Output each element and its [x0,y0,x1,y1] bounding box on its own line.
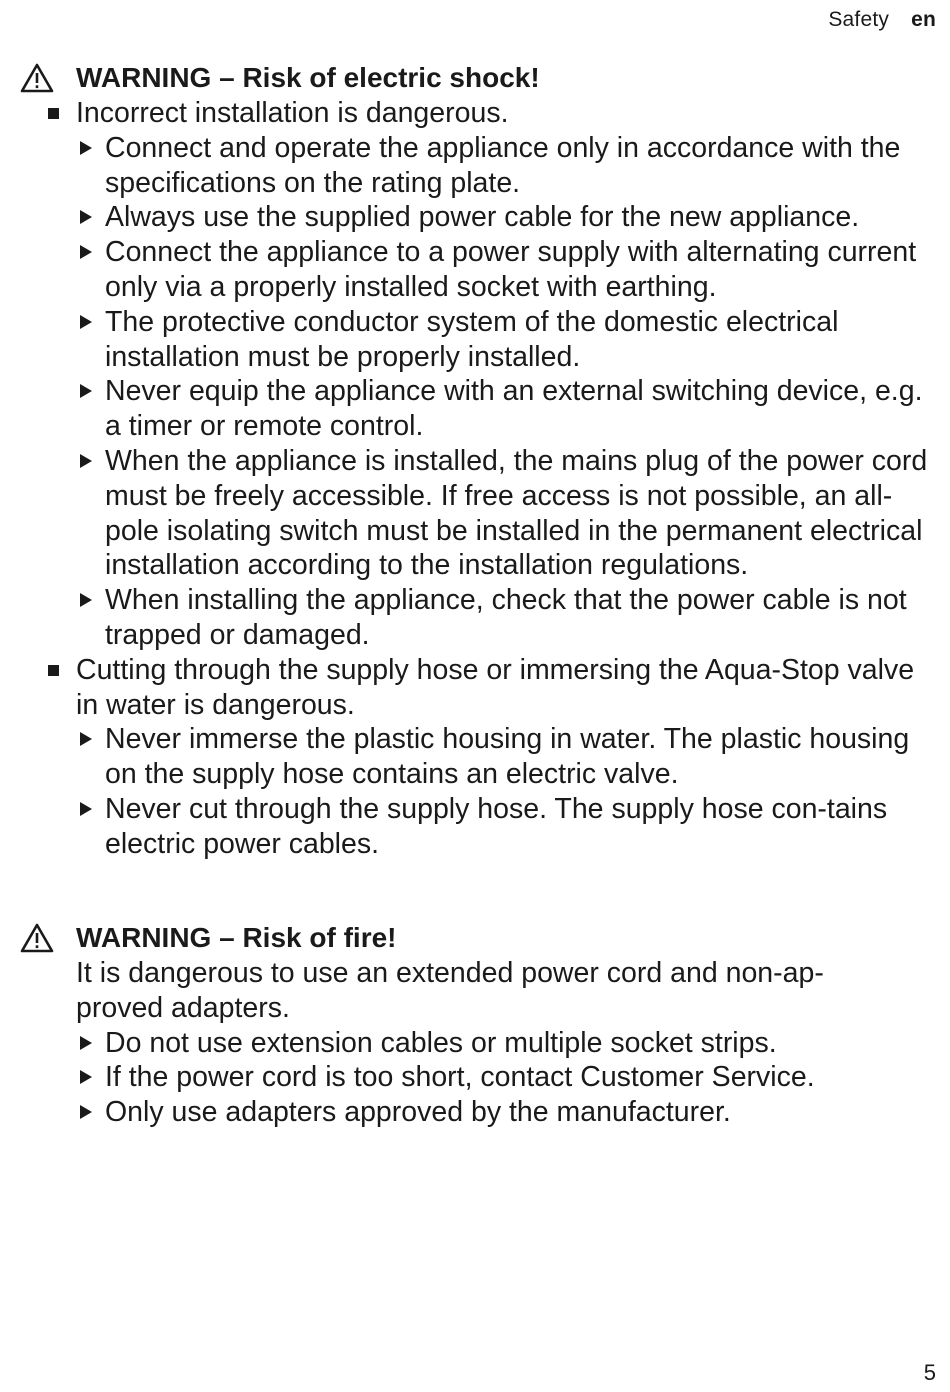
warning-title: WARNING – Risk of fire! [76,922,397,953]
warning-title: WARNING – Risk of electric shock! [76,62,540,93]
page-header [828,8,936,32]
list-step: If the power cord is too short, contact Customer Service. [0,1060,950,1095]
list-step: Connect the appliance to a power supply with alternating current only via a properly installed socket with earthing. [0,235,950,305]
list-step: Never equip the appliance with an external switching device, e.g. a timer or remote control. [0,374,950,444]
arrow-right-icon [80,141,92,155]
arrow-right-icon [80,1036,92,1050]
list-step: When installing the appliance, check that the power cable is not trapped or damaged. [0,583,950,653]
page-number: 5 [923,1360,936,1385]
arrow-right-icon [80,593,92,607]
arrow-right-icon [80,1070,92,1084]
language-code: en [911,8,936,31]
list-item: Cutting through the supply hose or immersing the Aqua-Stop valve in water is dangerous. [0,653,950,723]
arrow-right-icon [80,384,92,398]
list-step: When the appliance is installed, the mains plug of the power cord must be freely accessible. If free access is not possible, an all-pole isolating switch must be installed in the permanent electrical installation according to the installation regulations. [0,444,950,583]
square-bullet-icon [48,665,59,676]
list-step: Connect and operate the appliance only in accordance with the specifications on the rating plate. [0,131,950,201]
arrow-right-icon [80,210,92,224]
list-step: Only use adapters approved by the manufacturer. [0,1095,950,1130]
warning-fire-body [0,956,950,1130]
warning-heading-shock [20,60,540,95]
square-bullet-icon [48,108,59,119]
list-step: Do not use extension cables or multiple socket strips. [0,1026,950,1061]
warning-triangle-icon [20,63,54,93]
list-item: Incorrect installation is dangerous. [0,96,950,131]
arrow-right-icon [80,1105,92,1119]
arrow-right-icon [80,315,92,329]
warning-heading-fire [20,920,396,955]
section-name: Safety [828,8,890,31]
arrow-right-icon [80,454,92,468]
list-step: The protective conductor system of the domestic electrical installation must be properly installed. [0,305,950,375]
list-step: Never immerse the plastic housing in water. The plastic housing on the supply hose contains an electric valve. [0,722,950,792]
list-step: Never cut through the supply hose. The supply hose con-tains electric power cables. [0,792,950,862]
warning-intro: It is dangerous to use an extended power cord and non-ap-proved adapters. [76,957,824,1024]
arrow-right-icon [80,245,92,259]
arrow-right-icon [80,802,92,816]
list-step: Always use the supplied power cable for the new appliance. [0,200,950,235]
warning-shock-body [0,96,950,862]
arrow-right-icon [80,732,92,746]
warning-triangle-icon [20,923,54,953]
